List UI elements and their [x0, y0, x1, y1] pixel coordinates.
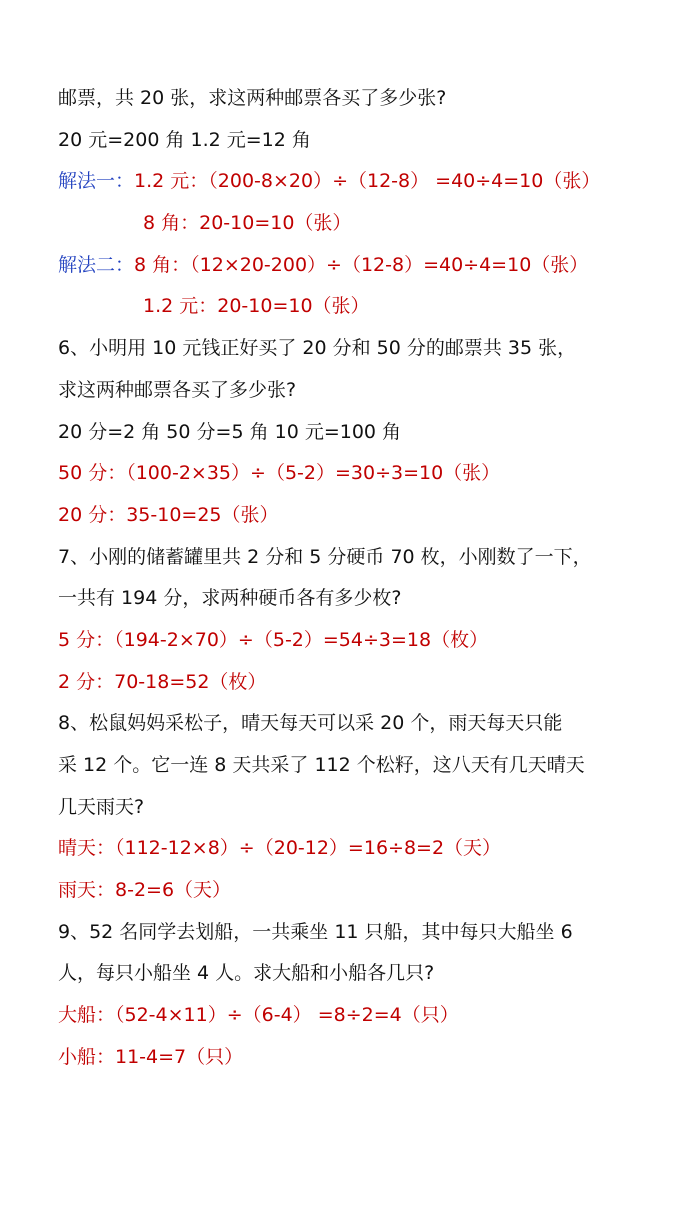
question-line: 几天雨天?: [58, 795, 145, 818]
answer-line: 小船：11-4=7（只）: [58, 1045, 244, 1068]
question-line: 邮票，共 20 张，求这两种邮票各买了多少张?: [58, 87, 447, 109]
answer-line: 1.2 元：20-10=10（张）: [143, 295, 370, 318]
answer-line: 20 分：35-10=25（张）: [58, 503, 279, 526]
answer-line: 8 角：20-10=10（张）: [143, 212, 352, 235]
answer-line: 雨天：8-2=6（天）: [58, 879, 232, 902]
answer-line: 大船：（52-4×11）÷（6-4） =8÷2=4（只）: [58, 1004, 459, 1027]
answer-text: 1.2 元：（200-8×20）÷（12-8） =40÷4=10（张）: [134, 170, 601, 193]
question-line: 6、小明用 10 元钱正好买了 20 分和 50 分的邮票共 35 张，: [58, 337, 577, 360]
question-line: 8、松鼠妈妈采松子，晴天每天可以采 20 个，雨天每天只能: [58, 712, 563, 735]
answer-line: 晴天：（112-12×8）÷（20-12）=16÷8=2（天）: [58, 837, 502, 860]
answer-line: 50 分：（100-2×35）÷（5-2）=30÷3=10（张）: [58, 462, 501, 485]
document-body: [0, 78, 680, 1079]
question-line: 人，每只小船坐 4 人。求大船和小船各几只?: [58, 962, 435, 985]
answer-line: 2 分：70-18=52（枚）: [58, 670, 267, 693]
solution-line: [0, 161, 680, 203]
method-label: 解法一：: [58, 170, 135, 193]
question-line: 9、52 名同学去划船，一共乘坐 11 只船，其中每只大船坐 6: [58, 920, 573, 943]
question-line: 采 12 个。它一连 8 天共采了 112 个松籽，这八天有几天晴天: [58, 754, 585, 776]
solution-line: [0, 245, 680, 287]
answer-line: 5 分：（194-2×70）÷（5-2）=54÷3=18（枚）: [58, 628, 489, 651]
unit-conversion-line: 20 分=2 角 50 分=5 角 10 元=100 角: [58, 420, 402, 443]
question-line: 一共有 194 分，求两种硬币各有多少枚?: [58, 587, 402, 610]
question-line: 求这两种邮票各买了多少张?: [58, 378, 297, 401]
unit-conversion-line: 20 元=200 角 1.2 元=12 角: [58, 128, 311, 151]
question-line: 7、小刚的储蓄罐里共 2 分和 5 分硬币 70 枚，小刚数了一下，: [58, 545, 592, 568]
method-label: 解法二：: [58, 253, 135, 276]
answer-text: 8 角：（12×20-200）÷（12-8）=40÷4=10（张）: [134, 253, 589, 276]
